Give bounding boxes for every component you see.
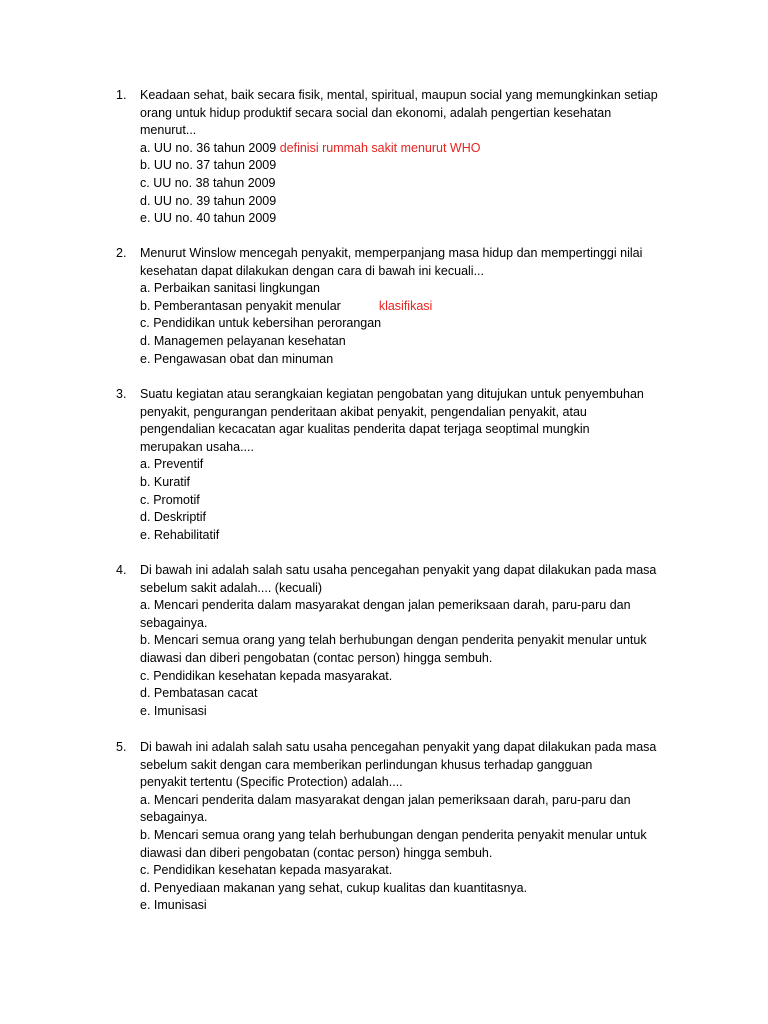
question-stem-line: Di bawah ini adalah salah satu usaha pencegahan penyakit yang dapat dilakukan pada masa [140, 740, 657, 754]
option-a-continuation: sebagainya. [140, 615, 208, 630]
option-b: b. Kuratif [140, 474, 191, 489]
option-a: a. UU no. 36 tahun 2009 [140, 140, 277, 155]
question-number: 5. [116, 740, 127, 754]
option-d: d. Deskriptif [140, 510, 206, 525]
option-line [140, 298, 700, 316]
question-number: 2. [116, 246, 127, 260]
question-body [140, 245, 700, 368]
option-c: c. Pendidikan kesehatan kepada masyarakat. [140, 668, 393, 683]
question-stem-line: penyakit tertentu (Specific Protection) adalah.... [140, 775, 403, 790]
handwritten-annotation: definisi rummah sakit menurut WHO [279, 140, 481, 155]
option-c: c. Pendidikan untuk kebersihan perorangan [140, 316, 382, 331]
option-d: d. Penyediaan makanan yang sehat, cukup kualitas dan kuantitasnya. [140, 880, 528, 895]
question-body [140, 739, 700, 915]
option-a: a. Mencari penderita dalam masyarakat dengan jalan pemeriksaan darah, paru-paru dan [140, 792, 631, 807]
option-c: c. UU no. 38 tahun 2009 [140, 175, 276, 190]
option-a: a. Preventif [140, 457, 204, 472]
option-c: c. Pendidikan kesehatan kepada masyarakat. [140, 863, 393, 878]
option-e: e. Imunisasi [140, 898, 207, 913]
question-stem-line: merupakan usaha.... [140, 439, 254, 454]
question-stem-line: Di bawah ini adalah salah satu usaha pencegahan penyakit yang dapat dilakukan pada masa [140, 563, 657, 577]
question-stem-line: menurut... [140, 123, 197, 138]
option-d: d. UU no. 39 tahun 2009 [140, 193, 277, 208]
option-b: b. Mencari semua orang yang telah berhubungan dengan penderita penyakit menular untuk [140, 827, 647, 842]
question-stem-line: Suatu kegiatan atau serangkaian kegiatan pengobatan yang ditujukan untuk penyembuhan [140, 387, 644, 401]
option-line [140, 140, 700, 158]
option-a: a. Mencari penderita dalam masyarakat dengan jalan pemeriksaan darah, paru-paru dan [140, 598, 631, 613]
question-number: 3. [116, 387, 127, 401]
option-d: d. Pembatasan cacat [140, 686, 258, 701]
option-e: e. Imunisasi [140, 703, 207, 718]
question-stem-line: kesehatan dapat dilakukan dengan cara di bawah ini kecuali... [140, 263, 484, 278]
option-e: e. Rehabilitatif [140, 527, 220, 542]
option-b: b. Pemberantasan penyakit menular [140, 298, 341, 313]
question-stem-line: penyakit, pengurangan penderitaan akibat penyakit, pengendalian penyakit, atau [140, 404, 587, 419]
question-stem-line: sebelum sakit adalah.... (kecuali) [140, 580, 323, 595]
option-d: d. Managemen pelayanan kesehatan [140, 333, 346, 348]
option-b-continuation: diawasi dan diberi pengobatan (contac person) hingga sembuh. [140, 650, 493, 665]
option-e: e. UU no. 40 tahun 2009 [140, 211, 277, 226]
question-number: 4. [116, 563, 127, 577]
option-a: a. Perbaikan sanitasi lingkungan [140, 281, 320, 296]
option-b-continuation: diawasi dan diberi pengobatan (contac person) hingga sembuh. [140, 845, 493, 860]
question-stem-line: orang untuk hidup produktif secara social dan ekonomi, adalah pengertian kesehatan [140, 105, 612, 120]
option-b: b. Mencari semua orang yang telah berhubungan dengan penderita penyakit menular untuk [140, 633, 647, 648]
question-body [140, 87, 700, 228]
question-stem-line: Keadaan sehat, baik secara fisik, mental, spiritual, maupun social yang memungkinkan setiap [140, 88, 658, 102]
option-b: b. UU no. 37 tahun 2009 [140, 158, 277, 173]
question-body [140, 562, 700, 720]
question-stem-line: sebelum sakit dengan cara memberikan perlindungan khusus terhadap gangguan [140, 757, 593, 772]
question-stem-line: pengendalian kecacatan agar kualitas penderita dapat terjaga seoptimal mungkin [140, 422, 590, 437]
option-a-continuation: sebagainya. [140, 810, 208, 825]
option-e: e. Pengawasan obat dan minuman [140, 351, 334, 366]
question-number: 1. [116, 88, 127, 102]
handwritten-annotation: klasifikasi [378, 298, 433, 313]
option-c: c. Promotif [140, 492, 200, 507]
question-stem-line: Menurut Winslow mencegah penyakit, memperpanjang masa hidup dan mempertinggi nilai [140, 246, 643, 260]
question-body [140, 386, 700, 544]
